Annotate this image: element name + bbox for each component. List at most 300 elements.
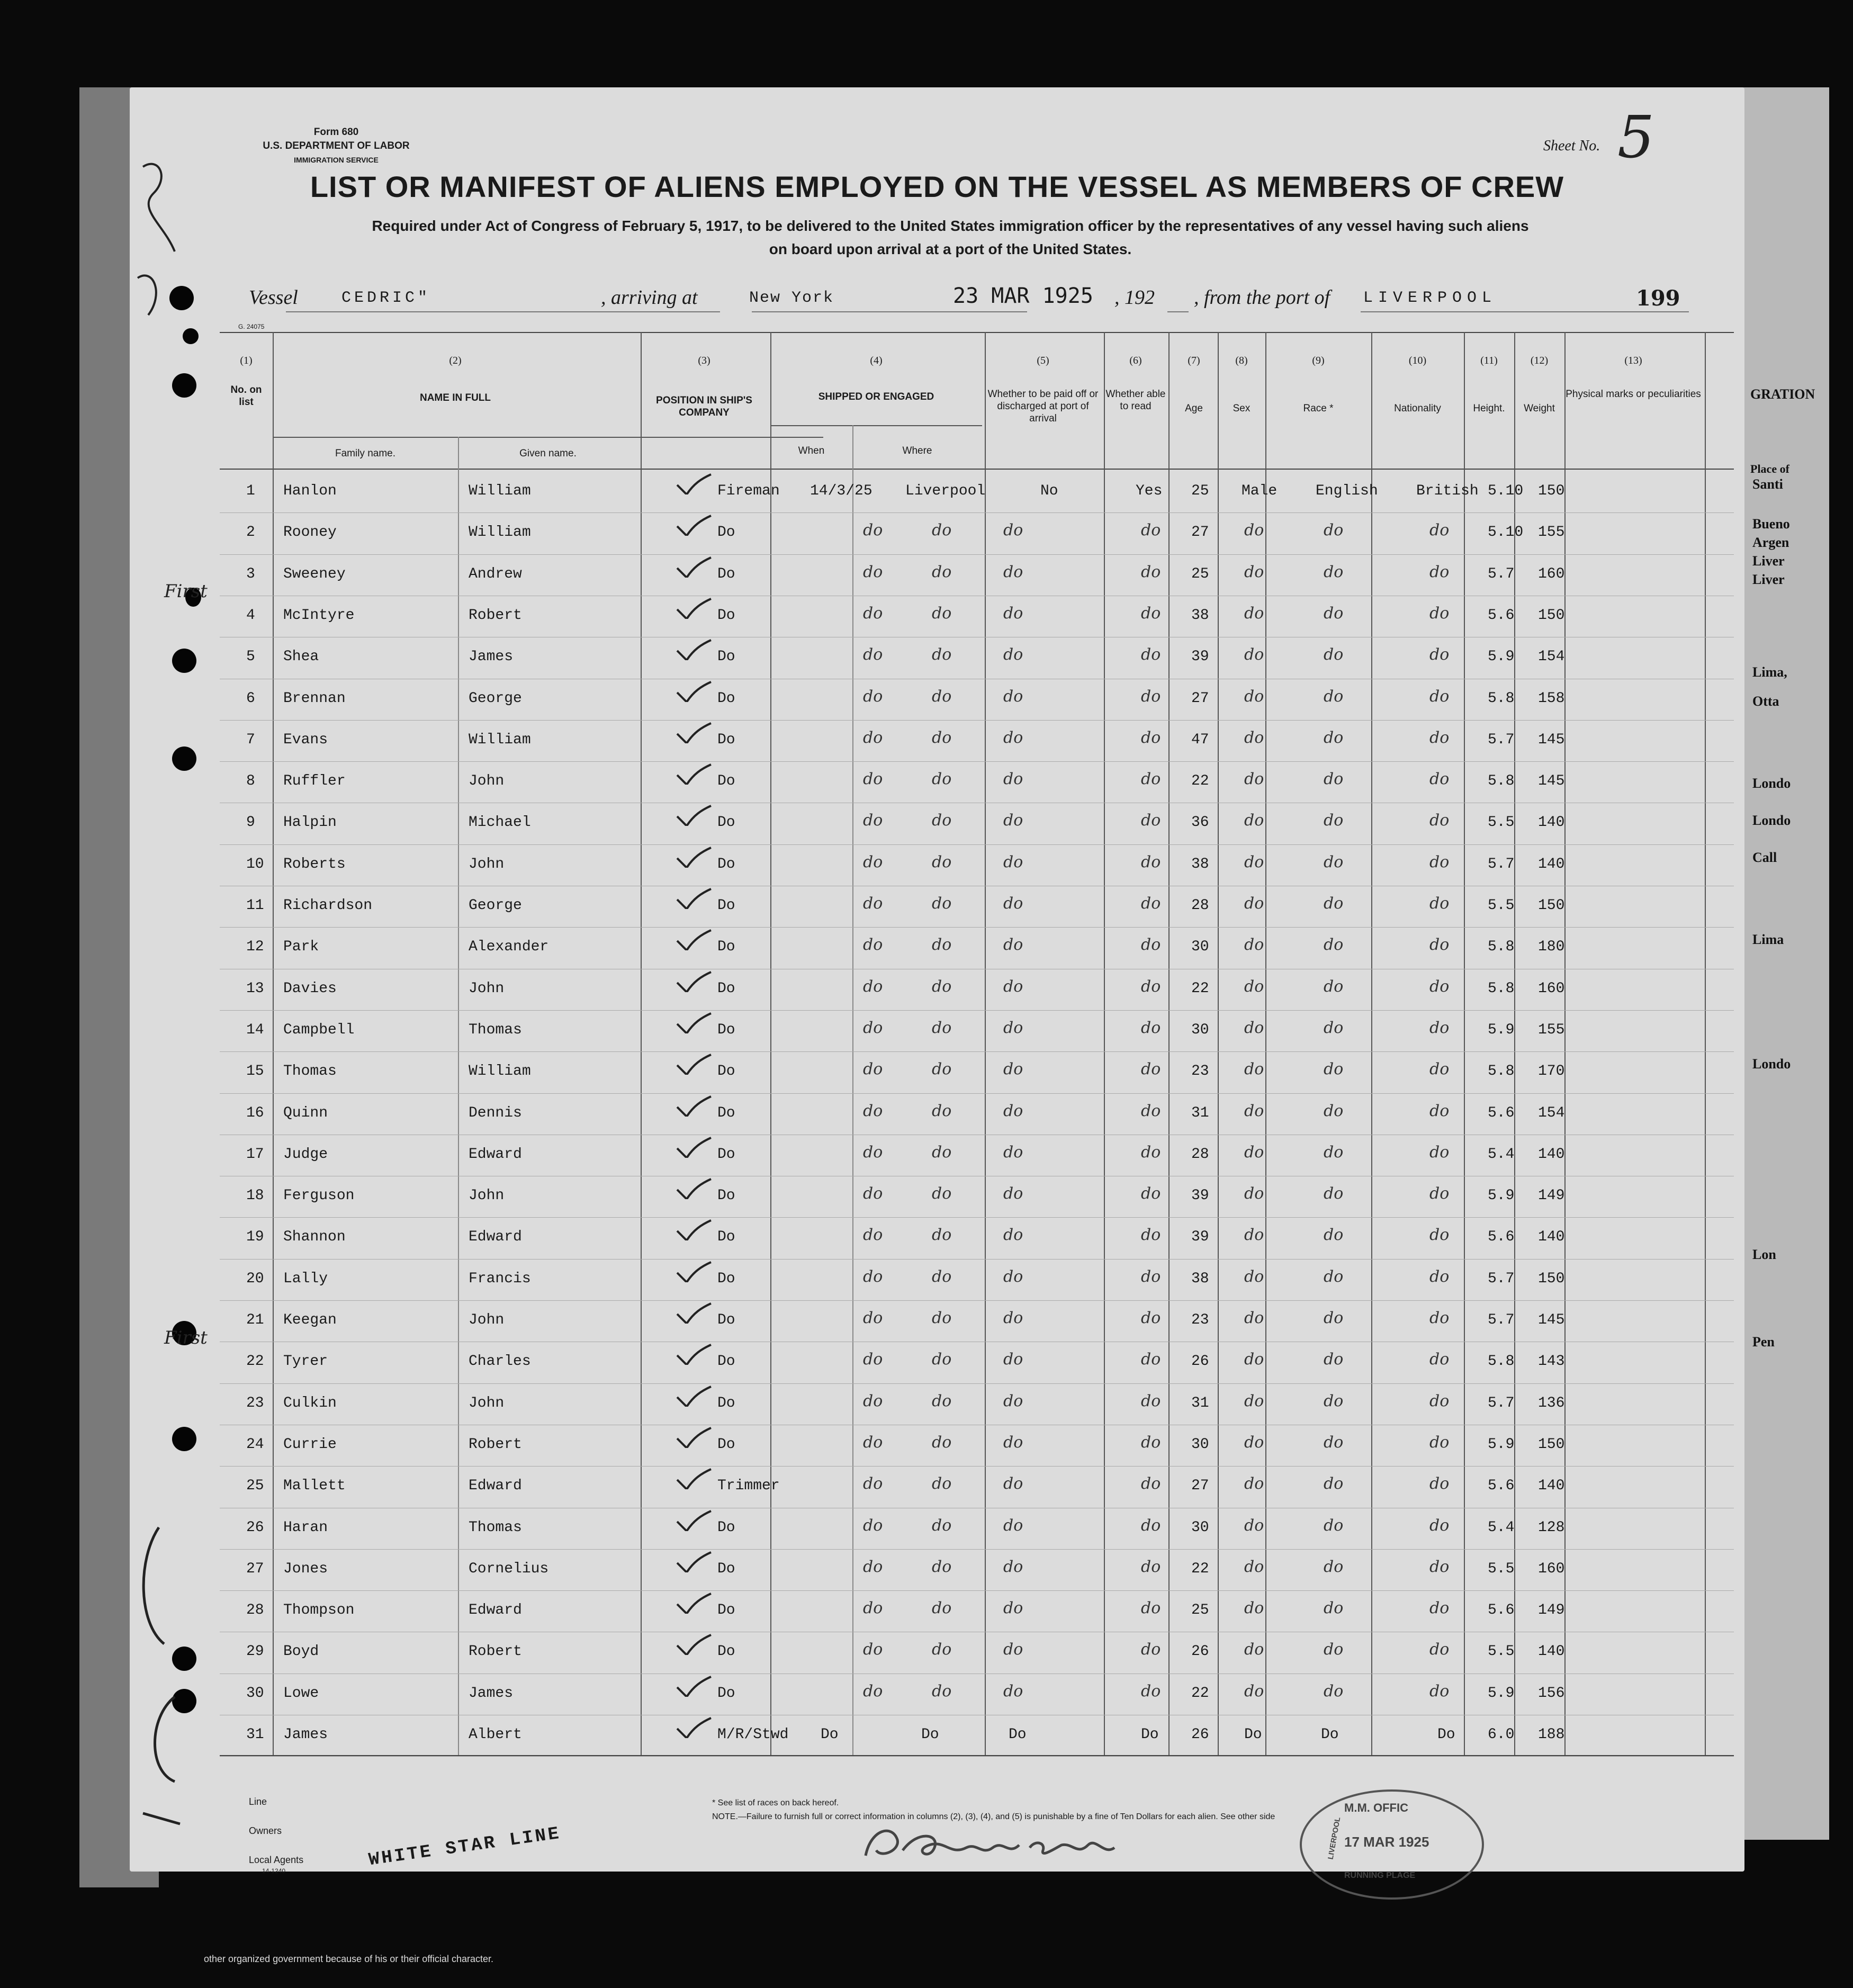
ditto-mark-sex: do	[1244, 1267, 1264, 1286]
margin-note-1: First	[164, 581, 208, 602]
row-number: 18	[246, 1188, 264, 1204]
ditto-mark-sex: do	[1244, 604, 1264, 623]
position: Do	[717, 731, 735, 748]
ditto-mark-where: do	[932, 1184, 952, 1203]
weight: 149	[1538, 1188, 1565, 1204]
col-5-header: Whether to be paid off or discharged at port of arrival	[987, 389, 1099, 424]
position: Do	[717, 649, 735, 665]
checkmark-icon	[675, 1593, 712, 1614]
position: Do	[717, 607, 735, 624]
position: Do	[717, 1188, 735, 1204]
ditto-mark-where: do	[932, 894, 952, 913]
age: 30	[1191, 1519, 1209, 1536]
ditto-mark-race: do	[1324, 1060, 1344, 1079]
checkmark-icon	[675, 1344, 712, 1365]
given-name: Cornelius	[469, 1560, 549, 1577]
ditto-mark-paid: do	[1003, 1101, 1023, 1120]
backsheet-entry: Liver	[1752, 572, 1785, 587]
ditto-mark-nat: do	[1429, 728, 1450, 747]
family-name: Shea	[283, 649, 319, 665]
able-to-read: Yes	[1136, 483, 1163, 499]
age: 23	[1191, 1063, 1209, 1080]
ditto-mark-read: do	[1141, 1557, 1161, 1576]
ditto-mark-nat: do	[1429, 1184, 1450, 1203]
ditto-mark-paid: do	[1003, 894, 1023, 913]
col-7-header: Age	[1185, 403, 1203, 414]
ditto-mark-where: do	[932, 1060, 952, 1079]
col-10-header: Nationality	[1394, 403, 1441, 414]
margin-scribble-lower	[127, 1485, 191, 1829]
ditto-mark-sex: do	[1244, 1474, 1264, 1494]
col-10-number: (10)	[1408, 355, 1427, 366]
position: Do	[717, 1685, 735, 1702]
ditto-mark-nat: do	[1429, 977, 1450, 996]
ditto-mark-race: do	[1324, 687, 1344, 706]
checkmark-icon	[675, 1137, 712, 1158]
age: 28	[1191, 1146, 1209, 1163]
year-label: , 192	[1114, 286, 1155, 309]
weight: 145	[1538, 731, 1565, 748]
stamp-date: 17 MAR 1925	[1344, 1834, 1429, 1850]
ditto-mark-sex: do	[1244, 1060, 1264, 1079]
ditto-mark-where: do	[932, 1474, 952, 1494]
ditto-mark-where: do	[932, 1018, 952, 1037]
given-name: Robert	[469, 1643, 522, 1660]
checkmark-icon	[675, 639, 712, 660]
height: 5.8	[1488, 939, 1515, 956]
column-divider	[1514, 332, 1515, 1755]
form-number: Form 680	[313, 127, 359, 138]
weight: 160	[1538, 980, 1565, 997]
nationality: British	[1416, 483, 1479, 499]
given-name: Alexander	[469, 939, 549, 956]
ditto-mark-sex: do	[1244, 1184, 1264, 1203]
vessel-name: CEDRIC"	[341, 289, 431, 307]
ditto-mark-paid: do	[1003, 728, 1023, 747]
checkmark-icon	[675, 1717, 712, 1738]
given-name: Michael	[469, 814, 531, 831]
ditto-mark-paid: do	[1003, 1267, 1023, 1286]
ditto-mark-when: do	[863, 521, 883, 540]
weight: 188	[1538, 1726, 1565, 1743]
ditto-mark-paid: do	[1003, 770, 1023, 789]
row-number: 10	[246, 856, 264, 872]
ditto-mark-race: do	[1324, 935, 1344, 955]
weight: 145	[1538, 773, 1565, 790]
ditto-mark-read: do	[1141, 521, 1161, 540]
height: 5.8	[1488, 980, 1515, 997]
ditto-mark-when: do	[863, 1350, 883, 1369]
row-number: 4	[246, 607, 255, 624]
col-4-header: SHIPPED OR ENGAGED	[818, 391, 934, 402]
given-name: Francis	[469, 1270, 531, 1287]
ditto-mark-where: do	[932, 1640, 952, 1659]
sex: Do	[1244, 1726, 1262, 1743]
weight: 154	[1538, 649, 1565, 665]
col-1-number: (1)	[240, 355, 253, 366]
col-11-header: Height.	[1473, 403, 1505, 414]
family-name: Hanlon	[283, 483, 337, 499]
ditto-mark-read: do	[1141, 1309, 1161, 1327]
ditto-mark-race: do	[1324, 852, 1344, 871]
weight: 128	[1538, 1519, 1565, 1536]
family-name: Ferguson	[283, 1188, 355, 1204]
ditto-mark-when: do	[863, 1018, 883, 1037]
row-number: 25	[246, 1478, 264, 1495]
backsheet-entry: Lima,	[1752, 664, 1787, 680]
ditto-mark-sex: do	[1244, 728, 1264, 747]
ditto-mark-read: do	[1141, 645, 1161, 664]
ditto-mark-race: do	[1324, 1681, 1344, 1701]
age: 25	[1191, 565, 1209, 582]
weight: 160	[1538, 1560, 1565, 1577]
weight: 154	[1538, 1104, 1565, 1121]
ditto-mark-read: do	[1141, 1267, 1161, 1286]
age: 23	[1191, 1312, 1209, 1328]
col-1-header: No. on list	[230, 384, 262, 408]
position: Do	[717, 939, 735, 956]
weight: 140	[1538, 814, 1565, 831]
given-name: Charles	[469, 1353, 531, 1370]
paid-off: Do	[1009, 1726, 1027, 1743]
ditto-mark-nat: do	[1429, 687, 1450, 706]
age: 31	[1191, 1104, 1209, 1121]
age: 28	[1191, 897, 1209, 914]
ditto-mark-read: do	[1141, 1226, 1161, 1245]
bottom-text: other organized government because of his or their official character.	[204, 1954, 493, 1964]
backsheet-place-label: Place of	[1750, 462, 1789, 475]
checkmark-icon	[675, 805, 712, 826]
height: 5.7	[1488, 1395, 1515, 1411]
row-number: 15	[246, 1063, 264, 1080]
sheet-number: 5	[1617, 103, 1654, 171]
checkmark-icon	[675, 515, 712, 536]
col-8-header: Sex	[1233, 403, 1251, 414]
ditto-mark-nat: do	[1429, 604, 1450, 623]
height: 5.5	[1488, 1643, 1515, 1660]
ditto-mark-sex: do	[1244, 1681, 1264, 1701]
ditto-mark-race: do	[1324, 1391, 1344, 1410]
age: 22	[1191, 1560, 1209, 1577]
height: 5.5	[1488, 897, 1515, 914]
ditto-mark-read: do	[1141, 604, 1161, 623]
checkmark-icon	[675, 1054, 712, 1075]
position: Do	[717, 690, 735, 707]
row-number: 17	[246, 1146, 264, 1163]
given-name: Edward	[469, 1229, 522, 1246]
ditto-mark-when: do	[863, 562, 883, 581]
ditto-mark-sex: do	[1244, 770, 1264, 789]
ditto-mark-read: do	[1141, 935, 1161, 955]
age: 25	[1191, 1602, 1209, 1619]
vessel-label: Vessel	[249, 286, 298, 309]
checkmark-icon	[675, 847, 712, 868]
weight: 155	[1538, 524, 1565, 541]
ditto-mark-race: do	[1324, 1557, 1344, 1576]
ditto-mark-where: do	[932, 687, 952, 706]
position: Do	[717, 1353, 735, 1370]
ditto-mark-paid: do	[1003, 1599, 1023, 1618]
ditto-mark-paid: do	[1003, 935, 1023, 955]
ditto-mark-where: do	[932, 852, 952, 871]
height: 5.6	[1488, 607, 1515, 624]
weight: 150	[1538, 607, 1565, 624]
agents-code: 14-1240	[262, 1867, 286, 1875]
ditto-mark-when: do	[863, 1184, 883, 1203]
given-name: John	[469, 1188, 505, 1204]
office-stamp	[1300, 1789, 1484, 1900]
ditto-mark-read: do	[1141, 1143, 1161, 1162]
ditto-mark-nat: do	[1429, 894, 1450, 913]
height: 5.6	[1488, 1602, 1515, 1619]
punch-hole	[172, 373, 196, 398]
family-name: Ruffler	[283, 773, 346, 790]
ditto-mark-nat: do	[1429, 1599, 1450, 1618]
weight: 150	[1538, 1436, 1565, 1453]
weight: 156	[1538, 1685, 1565, 1702]
given-name: Robert	[469, 607, 522, 624]
ditto-mark-when: do	[863, 770, 883, 789]
age: 26	[1191, 1726, 1209, 1743]
height: 5.6	[1488, 1104, 1515, 1121]
subtitle-line-2: on board upon arrival at a port of the United States.	[769, 241, 1132, 257]
given-name: Albert	[469, 1726, 522, 1743]
family-name: James	[283, 1726, 328, 1743]
ditto-mark-sex: do	[1244, 645, 1264, 664]
ditto-mark-when: do	[863, 1640, 883, 1659]
ditto-mark-when: do	[863, 1681, 883, 1701]
height: 5.9	[1488, 649, 1515, 665]
weight: 140	[1538, 1643, 1565, 1660]
ditto-mark-paid: do	[1003, 1018, 1023, 1037]
ditto-mark-sex: do	[1244, 894, 1264, 913]
weight: 149	[1538, 1602, 1565, 1619]
ditto-mark-nat: do	[1429, 1516, 1450, 1535]
ditto-mark-where: do	[932, 770, 952, 789]
ditto-mark-sex: do	[1244, 1101, 1264, 1120]
column-divider	[852, 425, 853, 1755]
ditto-mark-race: do	[1324, 728, 1344, 747]
ditto-mark-paid: do	[1003, 645, 1023, 664]
ditto-mark-where: do	[932, 1101, 952, 1120]
position: Do	[717, 980, 735, 997]
ditto-mark-read: do	[1141, 1516, 1161, 1535]
height: 5.9	[1488, 1685, 1515, 1702]
ditto-mark-paid: do	[1003, 1557, 1023, 1576]
ditto-mark-race: do	[1324, 894, 1344, 913]
row-number: 28	[246, 1602, 264, 1619]
position: Fireman	[717, 483, 780, 499]
backsheet-entry: Londo	[1752, 813, 1791, 828]
backsheet-entry: Lon	[1752, 1247, 1776, 1262]
position: Do	[717, 524, 735, 541]
weight: 145	[1538, 1312, 1565, 1328]
row-number: 24	[246, 1436, 264, 1453]
ditto-mark-race: do	[1324, 1226, 1344, 1245]
ditto-mark-sex: do	[1244, 811, 1264, 830]
age: 36	[1191, 814, 1209, 831]
form-identifier	[236, 125, 437, 167]
checkmark-icon	[675, 1302, 712, 1324]
given-name: Thomas	[469, 1519, 522, 1536]
family-name: Halpin	[283, 814, 337, 831]
arriving-port: New York	[749, 289, 834, 307]
given-name: Thomas	[469, 1021, 522, 1038]
ditto-mark-read: do	[1141, 1101, 1161, 1120]
ditto-mark-when: do	[863, 1267, 883, 1286]
position: Trimmer	[717, 1478, 780, 1495]
ditto-mark-where: do	[932, 1267, 952, 1286]
age: 30	[1191, 1021, 1209, 1038]
arriving-label: , arriving at	[601, 286, 698, 309]
row-number: 5	[246, 649, 255, 665]
ditto-mark-nat: do	[1429, 935, 1450, 955]
column-divider	[1104, 332, 1105, 1755]
ditto-mark-read: do	[1141, 1184, 1161, 1203]
ditto-mark-race: do	[1324, 1433, 1344, 1452]
ditto-mark-sex: do	[1244, 1309, 1264, 1327]
weight: 143	[1538, 1353, 1565, 1370]
row-number: 26	[246, 1519, 264, 1536]
col-3-header: POSITION IN SHIP'S COMPANY	[656, 395, 752, 418]
height: 5.7	[1488, 731, 1515, 748]
position: Do	[717, 1436, 735, 1453]
column-divider	[1218, 332, 1219, 1755]
family-name: Brennan	[283, 690, 346, 707]
given-name: John	[469, 1312, 505, 1328]
backsheet-entry: Call	[1752, 850, 1777, 865]
punch-hole	[172, 649, 196, 673]
line-stamp: WHITE STAR LINE	[367, 1823, 562, 1871]
backsheet	[1742, 87, 1829, 1840]
height: 5.7	[1488, 856, 1515, 872]
family-name: Haran	[283, 1519, 328, 1536]
ditto-mark-nat: do	[1429, 1681, 1450, 1701]
race: English	[1316, 483, 1378, 499]
checkmark-icon	[675, 473, 712, 494]
weight: 150	[1538, 1270, 1565, 1287]
ditto-mark-paid: do	[1003, 687, 1023, 706]
height: 5.8	[1488, 1063, 1515, 1080]
race: Do	[1321, 1726, 1339, 1743]
checkmark-icon	[675, 1386, 712, 1407]
given-name: George	[469, 897, 522, 914]
row-number: 13	[246, 980, 264, 997]
sex: Male	[1242, 483, 1278, 499]
ditto-mark-when: do	[863, 1226, 883, 1245]
backsheet-entry: Bueno	[1752, 516, 1790, 532]
col-2-number: (2)	[449, 355, 462, 366]
ditto-mark-when: do	[863, 645, 883, 664]
signature	[860, 1819, 1136, 1872]
family-name: Judge	[283, 1146, 328, 1163]
family-name: Thompson	[283, 1602, 355, 1619]
given-name: Robert	[469, 1436, 522, 1453]
ditto-mark-when: do	[863, 1309, 883, 1327]
age: 25	[1191, 483, 1209, 499]
age: 31	[1191, 1395, 1209, 1411]
age: 38	[1191, 607, 1209, 624]
family-name: Thomas	[283, 1063, 337, 1080]
age: 39	[1191, 649, 1209, 665]
ditto-mark-where: do	[932, 521, 952, 540]
ditto-mark-read: do	[1141, 770, 1161, 789]
position: Do	[717, 814, 735, 831]
document-title: LIST OR MANIFEST OF ALIENS EMPLOYED ON THE VESSEL AS MEMBERS OF CREW	[310, 170, 1564, 203]
row-number: 19	[246, 1229, 264, 1246]
checkmark-icon	[675, 556, 712, 578]
margin-scribble	[127, 146, 191, 347]
shipped-where: Do	[921, 1726, 939, 1743]
family-name: Keegan	[283, 1312, 337, 1328]
shipped-when: 14/3/25	[810, 483, 872, 499]
col-4-where-header: Where	[902, 445, 932, 456]
ditto-mark-nat: do	[1429, 770, 1450, 789]
ditto-mark-read: do	[1141, 1474, 1161, 1494]
checkmark-icon	[675, 598, 712, 619]
checkmark-icon	[675, 1551, 712, 1572]
age: 22	[1191, 1685, 1209, 1702]
position: Do	[717, 1519, 735, 1536]
ditto-mark-race: do	[1324, 1267, 1344, 1286]
ditto-mark-read: do	[1141, 977, 1161, 996]
ditto-mark-when: do	[863, 687, 883, 706]
arrival-date-stamp: 23 MAR 1925	[953, 284, 1093, 308]
ditto-mark-sex: do	[1244, 687, 1264, 706]
row-number: 3	[246, 565, 255, 582]
family-name: Richardson	[283, 897, 373, 914]
height: 5.9	[1488, 1021, 1515, 1038]
ditto-mark-when: do	[863, 935, 883, 955]
checkmark-icon	[675, 1095, 712, 1117]
ditto-mark-read: do	[1141, 852, 1161, 871]
ditto-mark-where: do	[932, 1391, 952, 1410]
row-number: 31	[246, 1726, 264, 1743]
ditto-mark-sex: do	[1244, 977, 1264, 996]
column-divider	[770, 332, 771, 1755]
family-name: Boyd	[283, 1643, 319, 1660]
ditto-mark-where: do	[932, 1309, 952, 1327]
checkmark-icon	[675, 929, 712, 950]
row-number: 21	[246, 1312, 264, 1328]
height: 5.7	[1488, 1270, 1515, 1287]
position: Do	[717, 1643, 735, 1660]
checkmark-icon	[675, 1510, 712, 1531]
col-12-number: (12)	[1530, 355, 1549, 366]
paid-off: No	[1040, 483, 1058, 499]
column-divider	[1265, 332, 1266, 1755]
ditto-mark-paid: do	[1003, 521, 1023, 540]
ditto-mark-race: do	[1324, 1640, 1344, 1659]
ditto-mark-nat: do	[1429, 562, 1450, 581]
form-code: G. 24075	[238, 323, 265, 330]
given-name: Edward	[469, 1478, 522, 1495]
family-name: Campbell	[283, 1021, 355, 1038]
fine-note: NOTE.—Failure to furnish full or correct information in columns (2), (3), (4), and (5) is punishable by a fine of Ten Dollars for each alien. See other side	[712, 1812, 1275, 1821]
subtitle-line-1: Required under Act of Congress of February 5, 1917, to be delivered to the United States immigration officer by the representatives of any vessel having such aliens	[372, 218, 1529, 234]
ditto-mark-race: do	[1324, 977, 1344, 996]
position: Do	[717, 1104, 735, 1121]
age: 22	[1191, 773, 1209, 790]
given-name: John	[469, 773, 505, 790]
checkmark-icon	[675, 971, 712, 992]
height: 5.8	[1488, 1353, 1515, 1370]
ditto-mark-nat: do	[1429, 1143, 1450, 1162]
ditto-mark-nat: do	[1429, 521, 1450, 540]
ditto-mark-read: do	[1141, 1391, 1161, 1410]
col-4-when-header: When	[798, 445, 825, 456]
punch-hole	[172, 746, 196, 771]
